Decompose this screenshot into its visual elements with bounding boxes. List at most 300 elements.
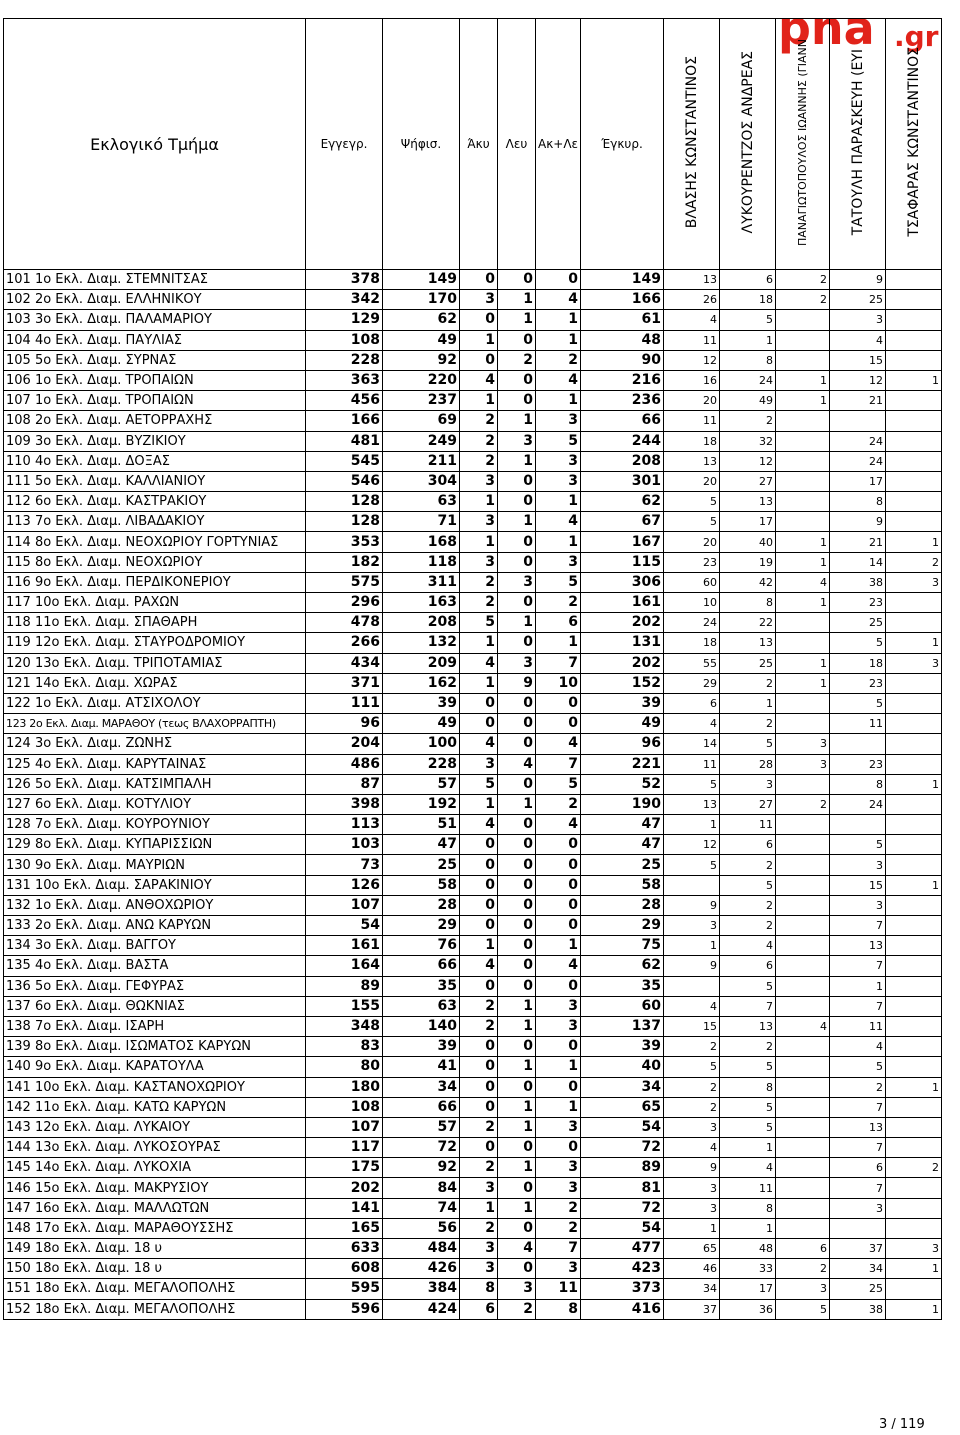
- cell-candidate-1: 10: [664, 593, 720, 613]
- table-row: [4, 1218, 942, 1238]
- cell-white: 0: [498, 956, 536, 976]
- cell-voted: 71: [383, 512, 460, 532]
- cell-blank: 0: [460, 693, 498, 713]
- cell-white: 1: [498, 996, 536, 1016]
- cell-invalid-blank: 3: [536, 1016, 581, 1036]
- cell-blank: 3: [460, 290, 498, 310]
- cell-candidate-5: [886, 1037, 942, 1057]
- cell-invalid-blank: 2: [536, 794, 581, 814]
- cell-candidate-1: 2: [664, 1097, 720, 1117]
- cell-section: 135 4ο Εκλ. Διαμ. ΒΑΣΤΑ: [4, 956, 306, 976]
- cell-candidate-1: [664, 976, 720, 996]
- cell-candidate-4: 15: [830, 350, 886, 370]
- cell-voted: 140: [383, 1016, 460, 1036]
- cell-candidate-2: 5: [720, 1057, 776, 1077]
- cell-candidate-2: 27: [720, 471, 776, 491]
- cell-candidate-4: 23: [830, 673, 886, 693]
- cell-invalid-blank: 0: [536, 976, 581, 996]
- table-row: [4, 835, 942, 855]
- cell-white: 4: [498, 1239, 536, 1259]
- header-section: Εκλογικό Τμήμα: [4, 19, 306, 270]
- cell-candidate-5: [886, 613, 942, 633]
- cell-section: 118 11ο Εκλ. Διαμ. ΣΠΑΘΑΡΗ: [4, 613, 306, 633]
- cell-candidate-2: 17: [720, 512, 776, 532]
- cell-candidate-2: 13: [720, 492, 776, 512]
- cell-candidate-4: 24: [830, 431, 886, 451]
- cell-registered: 180: [306, 1077, 383, 1097]
- cell-valid: 131: [581, 633, 664, 653]
- cell-blank: 8: [460, 1279, 498, 1299]
- cell-candidate-3: [776, 1178, 830, 1198]
- cell-voted: 149: [383, 270, 460, 290]
- cell-candidate-1: 12: [664, 835, 720, 855]
- cell-valid: 54: [581, 1117, 664, 1137]
- cell-candidate-2: 2: [720, 673, 776, 693]
- cell-invalid-blank: 0: [536, 714, 581, 734]
- cell-candidate-5: [886, 855, 942, 875]
- cell-invalid-blank: 3: [536, 1117, 581, 1137]
- cell-candidate-4: 24: [830, 794, 886, 814]
- table-row: [4, 1259, 942, 1279]
- cell-registered: 155: [306, 996, 383, 1016]
- cell-invalid-blank: 7: [536, 1239, 581, 1259]
- cell-registered: 633: [306, 1239, 383, 1259]
- cell-candidate-4: 23: [830, 593, 886, 613]
- cell-candidate-2: 13: [720, 633, 776, 653]
- cell-white: 0: [498, 895, 536, 915]
- cell-blank: 2: [460, 1016, 498, 1036]
- table-row: [4, 370, 942, 390]
- cell-section: 121 14ο Εκλ. Διαμ. ΧΩΡΑΣ: [4, 673, 306, 693]
- candidate-3-name: ΠΑΝΑΓΙΩΤΟΠΟΥΛΟΣ ΙΩΑΝΝΗΣ (ΓΙΑΝΝ: [796, 38, 810, 246]
- cell-candidate-1: 13: [664, 451, 720, 471]
- cell-white: 1: [498, 794, 536, 814]
- cell-invalid-blank: 1: [536, 391, 581, 411]
- cell-candidate-1: 46: [664, 1259, 720, 1279]
- cell-candidate-3: [776, 875, 830, 895]
- cell-candidate-1: 65: [664, 1239, 720, 1259]
- cell-blank: 0: [460, 350, 498, 370]
- table-row: [4, 1097, 942, 1117]
- cell-candidate-3: 1: [776, 653, 830, 673]
- cell-section: 144 13ο Εκλ. Διαμ. ΛΥΚΟΣΟΥΡΑΣ: [4, 1138, 306, 1158]
- cell-white: 3: [498, 431, 536, 451]
- cell-valid: 62: [581, 956, 664, 976]
- cell-candidate-4: 34: [830, 1259, 886, 1279]
- cell-invalid-blank: 3: [536, 471, 581, 491]
- cell-voted: 237: [383, 391, 460, 411]
- cell-blank: 4: [460, 956, 498, 976]
- cell-candidate-1: 20: [664, 471, 720, 491]
- cell-candidate-2: 5: [720, 310, 776, 330]
- cell-candidate-1: 11: [664, 411, 720, 431]
- cell-valid: 40: [581, 1057, 664, 1077]
- cell-candidate-5: [886, 835, 942, 855]
- cell-candidate-3: [776, 815, 830, 835]
- cell-section: 123 2ο Εκλ. Διαμ. ΜΑΡΑΘΟΥ (τεως ΒΛΑΧΟΡΡΑΠΤΗ): [4, 714, 306, 734]
- cell-candidate-1: 15: [664, 1016, 720, 1036]
- cell-voted: 92: [383, 1158, 460, 1178]
- cell-invalid-blank: 7: [536, 754, 581, 774]
- cell-registered: 175: [306, 1158, 383, 1178]
- cell-voted: 92: [383, 350, 460, 370]
- cell-blank: 2: [460, 593, 498, 613]
- cell-candidate-5: 3: [886, 1239, 942, 1259]
- table-row: [4, 895, 942, 915]
- cell-valid: 115: [581, 552, 664, 572]
- table-row: [4, 673, 942, 693]
- cell-candidate-3: 3: [776, 734, 830, 754]
- cell-candidate-1: 1: [664, 815, 720, 835]
- cell-section: 152 18ο Εκλ. Διαμ. ΜΕΓΑΛΟΠΟΛΗΣ: [4, 1299, 306, 1319]
- cell-candidate-5: [886, 270, 942, 290]
- cell-white: 0: [498, 976, 536, 996]
- cell-candidate-1: 5: [664, 512, 720, 532]
- cell-candidate-3: [776, 1198, 830, 1218]
- cell-candidate-1: [664, 875, 720, 895]
- logo-main-text: pna: [778, 2, 875, 55]
- cell-blank: 4: [460, 370, 498, 390]
- cell-valid: 416: [581, 1299, 664, 1319]
- cell-blank: 3: [460, 512, 498, 532]
- cell-candidate-1: 29: [664, 673, 720, 693]
- cell-candidate-1: 3: [664, 1178, 720, 1198]
- cell-candidate-3: [776, 996, 830, 1016]
- cell-section: 124 3ο Εκλ. Διαμ. ΖΩΝΗΣ: [4, 734, 306, 754]
- cell-candidate-1: 4: [664, 310, 720, 330]
- cell-candidate-4: 13: [830, 936, 886, 956]
- table-row: [4, 1138, 942, 1158]
- cell-candidate-5: [886, 330, 942, 350]
- cell-voted: 69: [383, 411, 460, 431]
- table-row: [4, 1299, 942, 1319]
- cell-candidate-2: 22: [720, 613, 776, 633]
- cell-invalid-blank: 3: [536, 1178, 581, 1198]
- table-row: [4, 350, 942, 370]
- cell-blank: 0: [460, 270, 498, 290]
- cell-candidate-5: [886, 391, 942, 411]
- cell-candidate-1: 5: [664, 1057, 720, 1077]
- cell-candidate-4: 6: [830, 1158, 886, 1178]
- cell-valid: 72: [581, 1138, 664, 1158]
- cell-candidate-1: 18: [664, 431, 720, 451]
- table-row: [4, 451, 942, 471]
- cell-white: 0: [498, 1077, 536, 1097]
- cell-candidate-3: [776, 693, 830, 713]
- cell-white: 1: [498, 1016, 536, 1036]
- cell-blank: 1: [460, 492, 498, 512]
- cell-candidate-2: 42: [720, 572, 776, 592]
- cell-white: 0: [498, 916, 536, 936]
- cell-voted: 162: [383, 673, 460, 693]
- cell-voted: 49: [383, 330, 460, 350]
- header-blank: Άκυ: [460, 19, 498, 270]
- cell-section: 132 1ο Εκλ. Διαμ. ΑΝΘΟΧΩΡΙΟΥ: [4, 895, 306, 915]
- cell-candidate-3: [776, 1138, 830, 1158]
- cell-registered: 575: [306, 572, 383, 592]
- header-candidate-4: [830, 19, 886, 270]
- cell-white: 0: [498, 391, 536, 411]
- cell-candidate-3: [776, 855, 830, 875]
- table-row: [4, 1117, 942, 1137]
- cell-invalid-blank: 0: [536, 916, 581, 936]
- cell-candidate-5: 1: [886, 532, 942, 552]
- cell-voted: 39: [383, 693, 460, 713]
- cell-white: 1: [498, 310, 536, 330]
- cell-invalid-blank: 0: [536, 270, 581, 290]
- cell-section: 106 1ο Εκλ. Διαμ. ΤΡΟΠΑΙΩΝ: [4, 370, 306, 390]
- cell-registered: 80: [306, 1057, 383, 1077]
- cell-registered: 141: [306, 1198, 383, 1218]
- cell-candidate-1: 24: [664, 613, 720, 633]
- cell-candidate-2: 5: [720, 1117, 776, 1137]
- cell-invalid-blank: 1: [536, 936, 581, 956]
- cell-valid: 61: [581, 310, 664, 330]
- cell-white: 0: [498, 936, 536, 956]
- cell-blank: 4: [460, 734, 498, 754]
- cell-section: 139 8ο Εκλ. Διαμ. ΙΣΩΜΑΤΟΣ ΚΑΡΥΩΝ: [4, 1037, 306, 1057]
- cell-candidate-1: 2: [664, 1037, 720, 1057]
- cell-candidate-5: 1: [886, 1259, 942, 1279]
- cell-white: 0: [498, 1218, 536, 1238]
- cell-invalid-blank: 10: [536, 673, 581, 693]
- cell-registered: 107: [306, 1117, 383, 1137]
- cell-invalid-blank: 0: [536, 1037, 581, 1057]
- cell-white: 0: [498, 633, 536, 653]
- cell-valid: 161: [581, 593, 664, 613]
- cell-registered: 398: [306, 794, 383, 814]
- cell-invalid-blank: 3: [536, 1158, 581, 1178]
- cell-voted: 74: [383, 1198, 460, 1218]
- cell-white: 1: [498, 1057, 536, 1077]
- table-row: [4, 552, 942, 572]
- cell-candidate-5: [886, 734, 942, 754]
- cell-valid: 149: [581, 270, 664, 290]
- cell-valid: 137: [581, 1016, 664, 1036]
- cell-voted: 132: [383, 633, 460, 653]
- cell-candidate-3: [776, 1218, 830, 1238]
- cell-white: 0: [498, 593, 536, 613]
- table-row: [4, 1279, 942, 1299]
- cell-candidate-4: 9: [830, 270, 886, 290]
- cell-voted: 63: [383, 492, 460, 512]
- cell-candidate-5: [886, 996, 942, 1016]
- cell-valid: 96: [581, 734, 664, 754]
- cell-white: 0: [498, 875, 536, 895]
- table-row: [4, 754, 942, 774]
- cell-candidate-4: 13: [830, 1117, 886, 1137]
- table-row: [4, 290, 942, 310]
- cell-white: 1: [498, 411, 536, 431]
- cell-candidate-2: 2: [720, 895, 776, 915]
- cell-candidate-3: [776, 835, 830, 855]
- cell-blank: 2: [460, 411, 498, 431]
- cell-blank: 3: [460, 1239, 498, 1259]
- header-voted: Ψήφισ.: [383, 19, 460, 270]
- cell-invalid-blank: 5: [536, 774, 581, 794]
- cell-candidate-3: 3: [776, 754, 830, 774]
- cell-valid: 39: [581, 693, 664, 713]
- cell-valid: 62: [581, 492, 664, 512]
- cell-invalid-blank: 3: [536, 451, 581, 471]
- cell-registered: 128: [306, 512, 383, 532]
- cell-registered: 596: [306, 1299, 383, 1319]
- cell-candidate-3: 2: [776, 270, 830, 290]
- cell-candidate-2: 1: [720, 330, 776, 350]
- header-candidate-1: [664, 19, 720, 270]
- table-row: [4, 714, 942, 734]
- cell-invalid-blank: 1: [536, 532, 581, 552]
- cell-candidate-4: 12: [830, 370, 886, 390]
- cell-valid: 29: [581, 916, 664, 936]
- cell-voted: 56: [383, 1218, 460, 1238]
- cell-candidate-3: [776, 492, 830, 512]
- cell-candidate-2: 12: [720, 451, 776, 471]
- cell-candidate-5: 3: [886, 653, 942, 673]
- cell-candidate-1: 3: [664, 1117, 720, 1137]
- cell-voted: 66: [383, 956, 460, 976]
- cell-candidate-5: [886, 1016, 942, 1036]
- cell-candidate-1: 12: [664, 350, 720, 370]
- cell-valid: 58: [581, 875, 664, 895]
- cell-white: 4: [498, 754, 536, 774]
- cell-blank: 4: [460, 653, 498, 673]
- cell-registered: 113: [306, 815, 383, 835]
- cell-blank: 1: [460, 330, 498, 350]
- cell-candidate-2: 13: [720, 1016, 776, 1036]
- table-row: [4, 330, 942, 350]
- cell-candidate-1: 16: [664, 370, 720, 390]
- cell-valid: 47: [581, 835, 664, 855]
- cell-voted: 72: [383, 1138, 460, 1158]
- cell-white: 0: [498, 1037, 536, 1057]
- cell-registered: 161: [306, 936, 383, 956]
- table-row: [4, 815, 942, 835]
- cell-candidate-1: 5: [664, 774, 720, 794]
- cell-blank: 0: [460, 1138, 498, 1158]
- table-row: [4, 633, 942, 653]
- cell-blank: 2: [460, 1158, 498, 1178]
- cell-valid: 190: [581, 794, 664, 814]
- cell-valid: 244: [581, 431, 664, 451]
- table-row: [4, 411, 942, 431]
- cell-candidate-2: 2: [720, 714, 776, 734]
- cell-blank: 3: [460, 471, 498, 491]
- cell-white: 0: [498, 815, 536, 835]
- cell-section: 149 18ο Εκλ. Διαμ. 18 υ: [4, 1239, 306, 1259]
- cell-registered: 363: [306, 370, 383, 390]
- cell-candidate-4: 7: [830, 996, 886, 1016]
- cell-section: 108 2ο Εκλ. Διαμ. ΑΕΤΟΡΡΑΧΗΣ: [4, 411, 306, 431]
- cell-valid: 35: [581, 976, 664, 996]
- table-row: [4, 653, 942, 673]
- cell-white: 3: [498, 572, 536, 592]
- cell-registered: 228: [306, 350, 383, 370]
- cell-white: 1: [498, 1158, 536, 1178]
- table-row: [4, 875, 942, 895]
- cell-candidate-5: [886, 411, 942, 431]
- cell-candidate-4: [830, 411, 886, 431]
- cell-candidate-2: 5: [720, 976, 776, 996]
- cell-white: 0: [498, 855, 536, 875]
- table-row: [4, 855, 942, 875]
- cell-candidate-3: 3: [776, 1279, 830, 1299]
- cell-white: 0: [498, 714, 536, 734]
- header-candidate-5: [886, 19, 942, 270]
- cell-candidate-3: [776, 1037, 830, 1057]
- cell-candidate-5: [886, 512, 942, 532]
- cell-voted: 100: [383, 734, 460, 754]
- cell-candidate-4: 15: [830, 875, 886, 895]
- cell-section: 120 13ο Εκλ. Διαμ. ΤΡΙΠΟΤΑΜΙΑΣ: [4, 653, 306, 673]
- table-row: [4, 1198, 942, 1218]
- cell-blank: 3: [460, 754, 498, 774]
- cell-section: 105 5ο Εκλ. Διαμ. ΣΥΡΝΑΣ: [4, 350, 306, 370]
- cell-invalid-blank: 11: [536, 1279, 581, 1299]
- table-row: [4, 936, 942, 956]
- cell-candidate-4: 25: [830, 1279, 886, 1299]
- cell-invalid-blank: 3: [536, 552, 581, 572]
- cell-white: 1: [498, 1117, 536, 1137]
- cell-section: 146 15ο Εκλ. Διαμ. ΜΑΚΡΥΣΙΟΥ: [4, 1178, 306, 1198]
- table-row: [4, 471, 942, 491]
- cell-registered: 108: [306, 1097, 383, 1117]
- cell-section: 111 5ο Εκλ. Διαμ. ΚΑΛΛΙΑΝΙΟΥ: [4, 471, 306, 491]
- cell-candidate-3: [776, 330, 830, 350]
- cell-candidate-4: 21: [830, 391, 886, 411]
- cell-valid: 75: [581, 936, 664, 956]
- cell-candidate-3: [776, 471, 830, 491]
- cell-candidate-1: 4: [664, 996, 720, 1016]
- cell-voted: 228: [383, 754, 460, 774]
- results-body: [4, 270, 942, 1320]
- cell-blank: 3: [460, 1259, 498, 1279]
- cell-section: 102 2ο Εκλ. Διαμ. ΕΛΛΗΝΙΚΟΥ: [4, 290, 306, 310]
- cell-registered: 434: [306, 653, 383, 673]
- cell-candidate-4: 2: [830, 1077, 886, 1097]
- cell-candidate-2: 28: [720, 754, 776, 774]
- cell-section: 142 11ο Εκλ. Διαμ. ΚΑΤΩ ΚΑΡΥΩΝ: [4, 1097, 306, 1117]
- cell-valid: 48: [581, 330, 664, 350]
- cell-valid: 89: [581, 1158, 664, 1178]
- cell-candidate-1: 11: [664, 330, 720, 350]
- cell-candidate-4: 3: [830, 310, 886, 330]
- cell-candidate-3: 1: [776, 673, 830, 693]
- table-row: [4, 1178, 942, 1198]
- cell-candidate-3: 4: [776, 1016, 830, 1036]
- cell-invalid-blank: 6: [536, 613, 581, 633]
- cell-invalid-blank: 0: [536, 835, 581, 855]
- cell-candidate-1: 1: [664, 936, 720, 956]
- cell-registered: 129: [306, 310, 383, 330]
- cell-valid: 202: [581, 613, 664, 633]
- cell-section: 148 17ο Εκλ. Διαμ. ΜΑΡΑΘΟΥΣΣΗΣ: [4, 1218, 306, 1238]
- cell-voted: 34: [383, 1077, 460, 1097]
- cell-section: 119 12ο Εκλ. Διαμ. ΣΤΑΥΡΟΔΡΟΜΙΟΥ: [4, 633, 306, 653]
- cell-candidate-4: 3: [830, 895, 886, 915]
- cell-candidate-3: [776, 1117, 830, 1137]
- header-candidate-2: [720, 19, 776, 270]
- cell-section: 140 9ο Εκλ. Διαμ. ΚΑΡΑΤΟΥΛΑ: [4, 1057, 306, 1077]
- cell-registered: 481: [306, 431, 383, 451]
- cell-candidate-4: 17: [830, 471, 886, 491]
- cell-valid: 47: [581, 815, 664, 835]
- cell-voted: 51: [383, 815, 460, 835]
- cell-invalid-blank: 3: [536, 1259, 581, 1279]
- cell-section: 107 1ο Εκλ. Διαμ. ΤΡΟΠΑΙΩΝ: [4, 391, 306, 411]
- cell-candidate-4: 8: [830, 492, 886, 512]
- cell-valid: 81: [581, 1178, 664, 1198]
